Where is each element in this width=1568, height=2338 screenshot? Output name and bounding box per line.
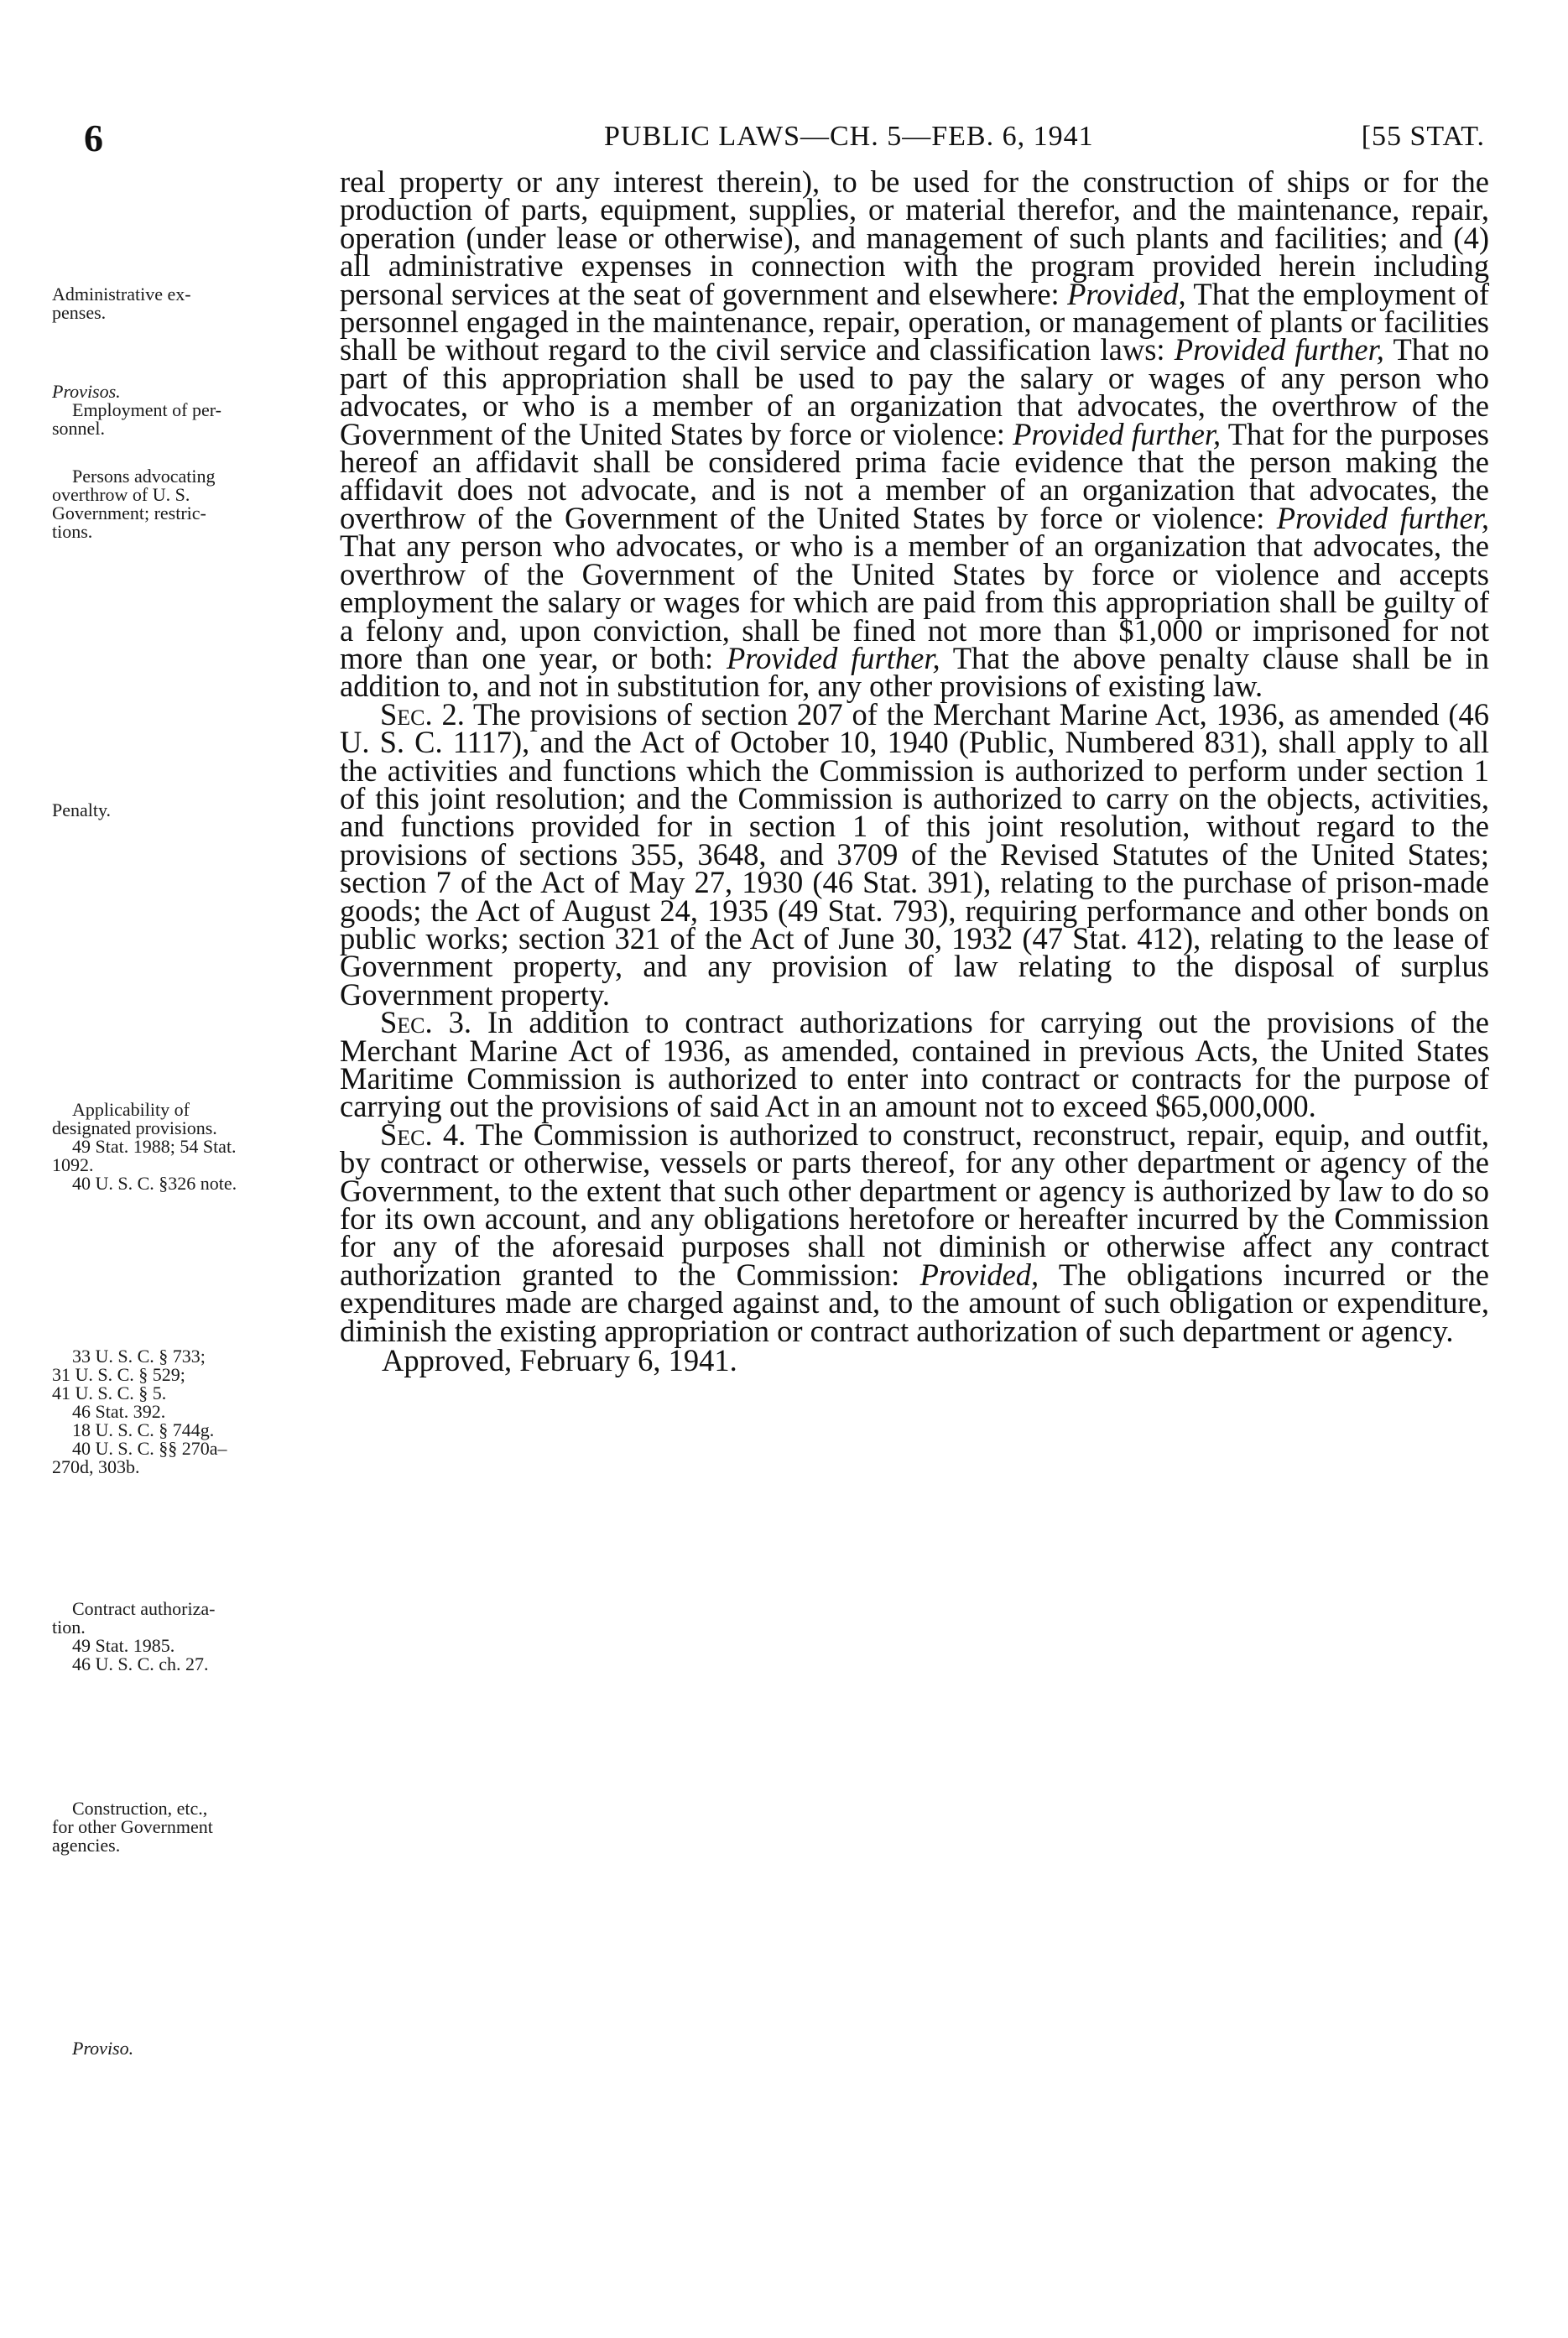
page-number: 6 [84,117,103,159]
section-2: Sec. 2. The provisions of section 207 of the Merchant Marine Act, 1936, as amended (46 U. S. C. 1117), and the Act of October 10, 1940 (Public, Numbered 831), shall apply to all the activities and functions which the Commission is authorized to perform under section 1 of this joint resolution; and the Commission is authorized to carry on the objects, activities, and functions provided for in section 1 of this joint resolution, without regard to the provisions of sections 355, 3648, and 3709 of the Revised Statutes of the United States; section 7 of the Act of May 27, 1930 (46 Stat. 391), relating to the purchase of prison-made goods; the Act of August 24, 1935 (49 Stat. 793), requiring performance and other bonds on public works; section 321 of the Act of June 30, 1932 (47 Stat. 412), relating to the lease of Government property, and any provision of law relating to the disposal of surplus Government property. [340,696,1490,1012]
margin-note-administrative-expenses: Administrative ex- penses. [52,284,191,323]
margin-note-usc-citations: 33 U. S. C. § 733; 31 U. S. C. § 529; 41 U. S. C. § 5. 46 Stat. 392. 18 U. S. C. § 744g. 40 U. S. C. §§ 270a– 270d, 303b. [52,1346,227,1477]
margin-note-provisos: Provisos. Employment of per- sonnel. [52,381,221,439]
section-3: Sec. 3. In addition to contract authorizations for carrying out the provisions of the Merchant Marine Act of 1936, as amended, contained in previous Acts, the United States Maritime Commission is authorized to enter into contract or contracts for the purpose of carrying out the provisions of said Act in an amount not to exceed $65,000,000. [340,1005,1490,1124]
statute-body [340,164,1490,1378]
margin-note-proviso: Proviso. [72,2038,134,2059]
margin-note-applicability: Applicability of designated provisions. 49 Stat. 1988; 54 Stat. 1092. 40 U. S. C. §326 note. [52,1099,237,1194]
margin-note-persons-advocating: Persons advocating overthrow of U. S. Government; restric- tions. [52,466,216,542]
margin-note-contract-authorization: Contract authoriza- tion. 49 Stat. 1985. 46 U. S. C. ch. 27. [52,1598,216,1674]
margin-note-penalty: Penalty. [52,799,112,820]
paragraph-appropriation: real property or any interest therein), to be used for the construction of ships or for the production of parts, equipment, supplies, or material therefor, and the maintenance, repair, operation (under lease or otherwise), and management of such plants and facilities; and (4) all administrative expenses in connection with the program provided herein including personal services at the seat of government and elsewhere: Provided, That the employment of personnel engaged in the maintenance, repair, operation, or management of plants or facilities shall be without regard to the civil service and classification laws: Provided further, That no part of this appropriation shall be used to pay the salary or wages of any person who advocates, or who is a member of an organization that advocates, the overthrow of the Government of the United States by force or violence: Provided further, That for the purposes hereof an affidavit shall be considered prima facie evidence that the person making the affidavit does not advocate, and is not a member of an organization that advocates, the overthrow of the Government of the United States by force or violence: Provided further, That any person who advocates, or who is a member of an organization that advocates, the overthrow of the Government of the United States by force or violence and accepts employment the salary or wages for which are paid from this appropriation shall be guilty of a felony and, upon conviction, shall be fined not more than $1,000 or imprisoned for not more than one year, or both: Provided further, That the above penalty clause shall be in addition to, and not in substitution for, any other provisions of existing law. [340,164,1490,704]
margin-notes [0,0,340,2338]
margin-note-construction: Construction, etc., for other Government agencies. [52,1798,213,1856]
section-4-label: Sec. 4. [380,1117,466,1152]
section-4: Sec. 4. The Commission is authorized to construct, reconstruct, repair, equip, and outfit, by contract or otherwise, vessels or parts thereof, for any other department or agency of the Government, to the extent that such other department or agency is authorized by law to do so for its own account, and any obligations heretofore or hereafter incurred by the Commission for any of the aforesaid purposes shall not diminish or otherwise affect any contract authorization granted to the Commission: Provided, The obligations incurred or the expenditures made are charged against and, to the amount of such obligation or expenditure, diminish the existing appropriation or contract authorization of such department or agency. [340,1117,1490,1348]
section-3-label: Sec. 3. [380,1005,472,1040]
section-2-label: Sec. 2. [380,696,465,732]
approval-line: Approved, February 6, 1941. [382,1343,737,1378]
volume-reference: [55 STAT. [1361,121,1485,152]
running-title: PUBLIC LAWS—CH. 5—FEB. 6, 1941 [604,121,1094,152]
